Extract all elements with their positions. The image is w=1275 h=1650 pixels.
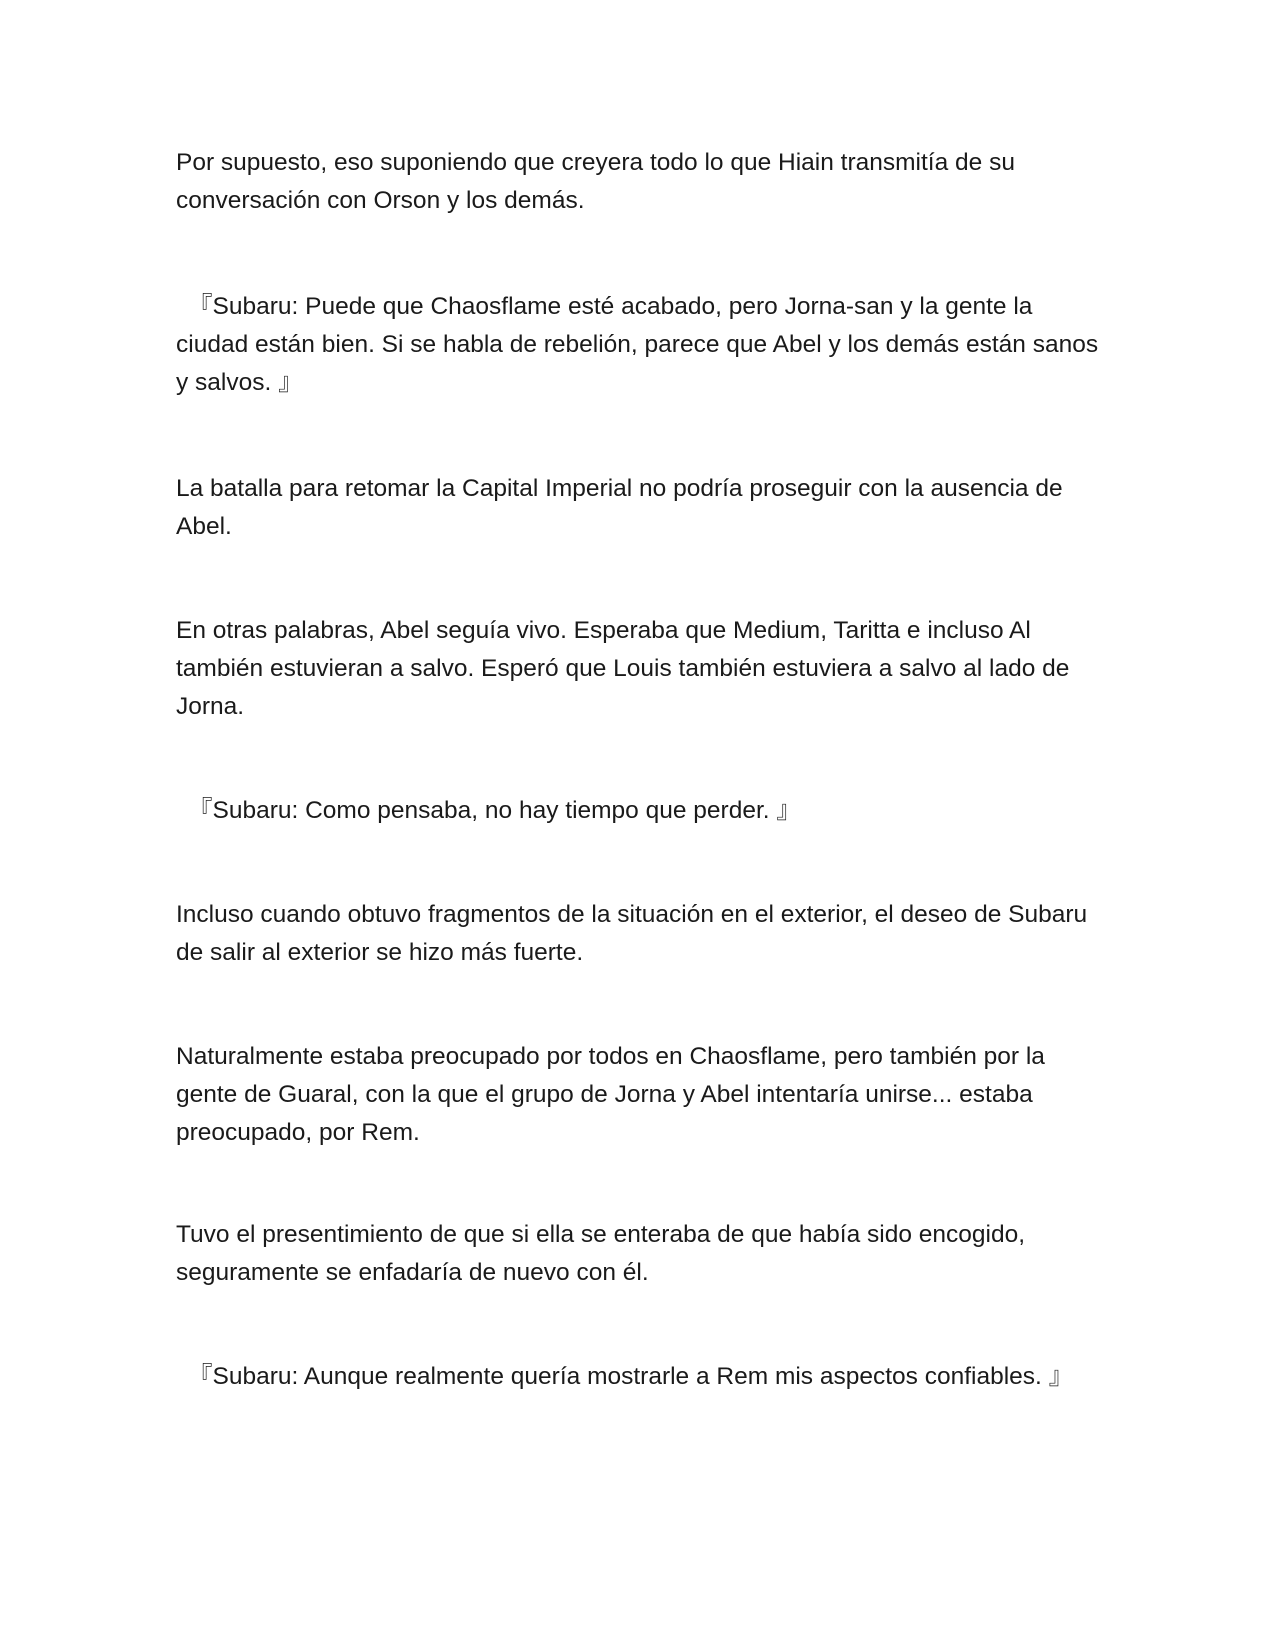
paragraph-7: Naturalmente estaba preocupado por todos en Chaosflame, pero también por la gente de Guaral, con la que el grupo de Jorna y Abel intentaría unirse... estaba preocupado, por Rem. — [176, 1043, 1045, 1146]
paragraph-6: Incluso cuando obtuvo fragmentos de la situación en el exterior, el deseo de Subaru de salir al exterior se hizo más fuerte. — [176, 901, 1088, 966]
paragraph-3: La batalla para retomar la Capital Imperial no podría proseguir con la ausencia de Abel. — [176, 475, 1063, 540]
dialogue-paragraph-2: 『Subaru: Puede que Chaosflame esté acabado, pero Jorna-san y la gente la ciudad están bien. Si se habla de rebelión, parece que Abel y los demás están sanos y salvos. 』 — [176, 293, 1099, 396]
dialogue-paragraph-9: 『Subaru: Aunque realmente quería mostrarle a Rem mis aspectos confiables. 』 — [188, 1363, 1074, 1390]
paragraph-1: Por supuesto, eso suponiendo que creyera todo lo que Hiain transmitía de su conversación con Orson y los demás. — [176, 149, 1015, 214]
paragraph-8: Tuvo el presentimiento de que si ella se enteraba de que había sido encogido, seguramente se enfadaría de nuevo con él. — [176, 1221, 1026, 1286]
dialogue-paragraph-5: 『Subaru: Como pensaba, no hay tiempo que perder. 』 — [188, 797, 801, 824]
paragraph-4: En otras palabras, Abel seguía vivo. Esperaba que Medium, Taritta e incluso Al también estuvieran a salvo. Esperó que Louis también estuviera a salvo al lado de Jorna. — [176, 617, 1070, 720]
